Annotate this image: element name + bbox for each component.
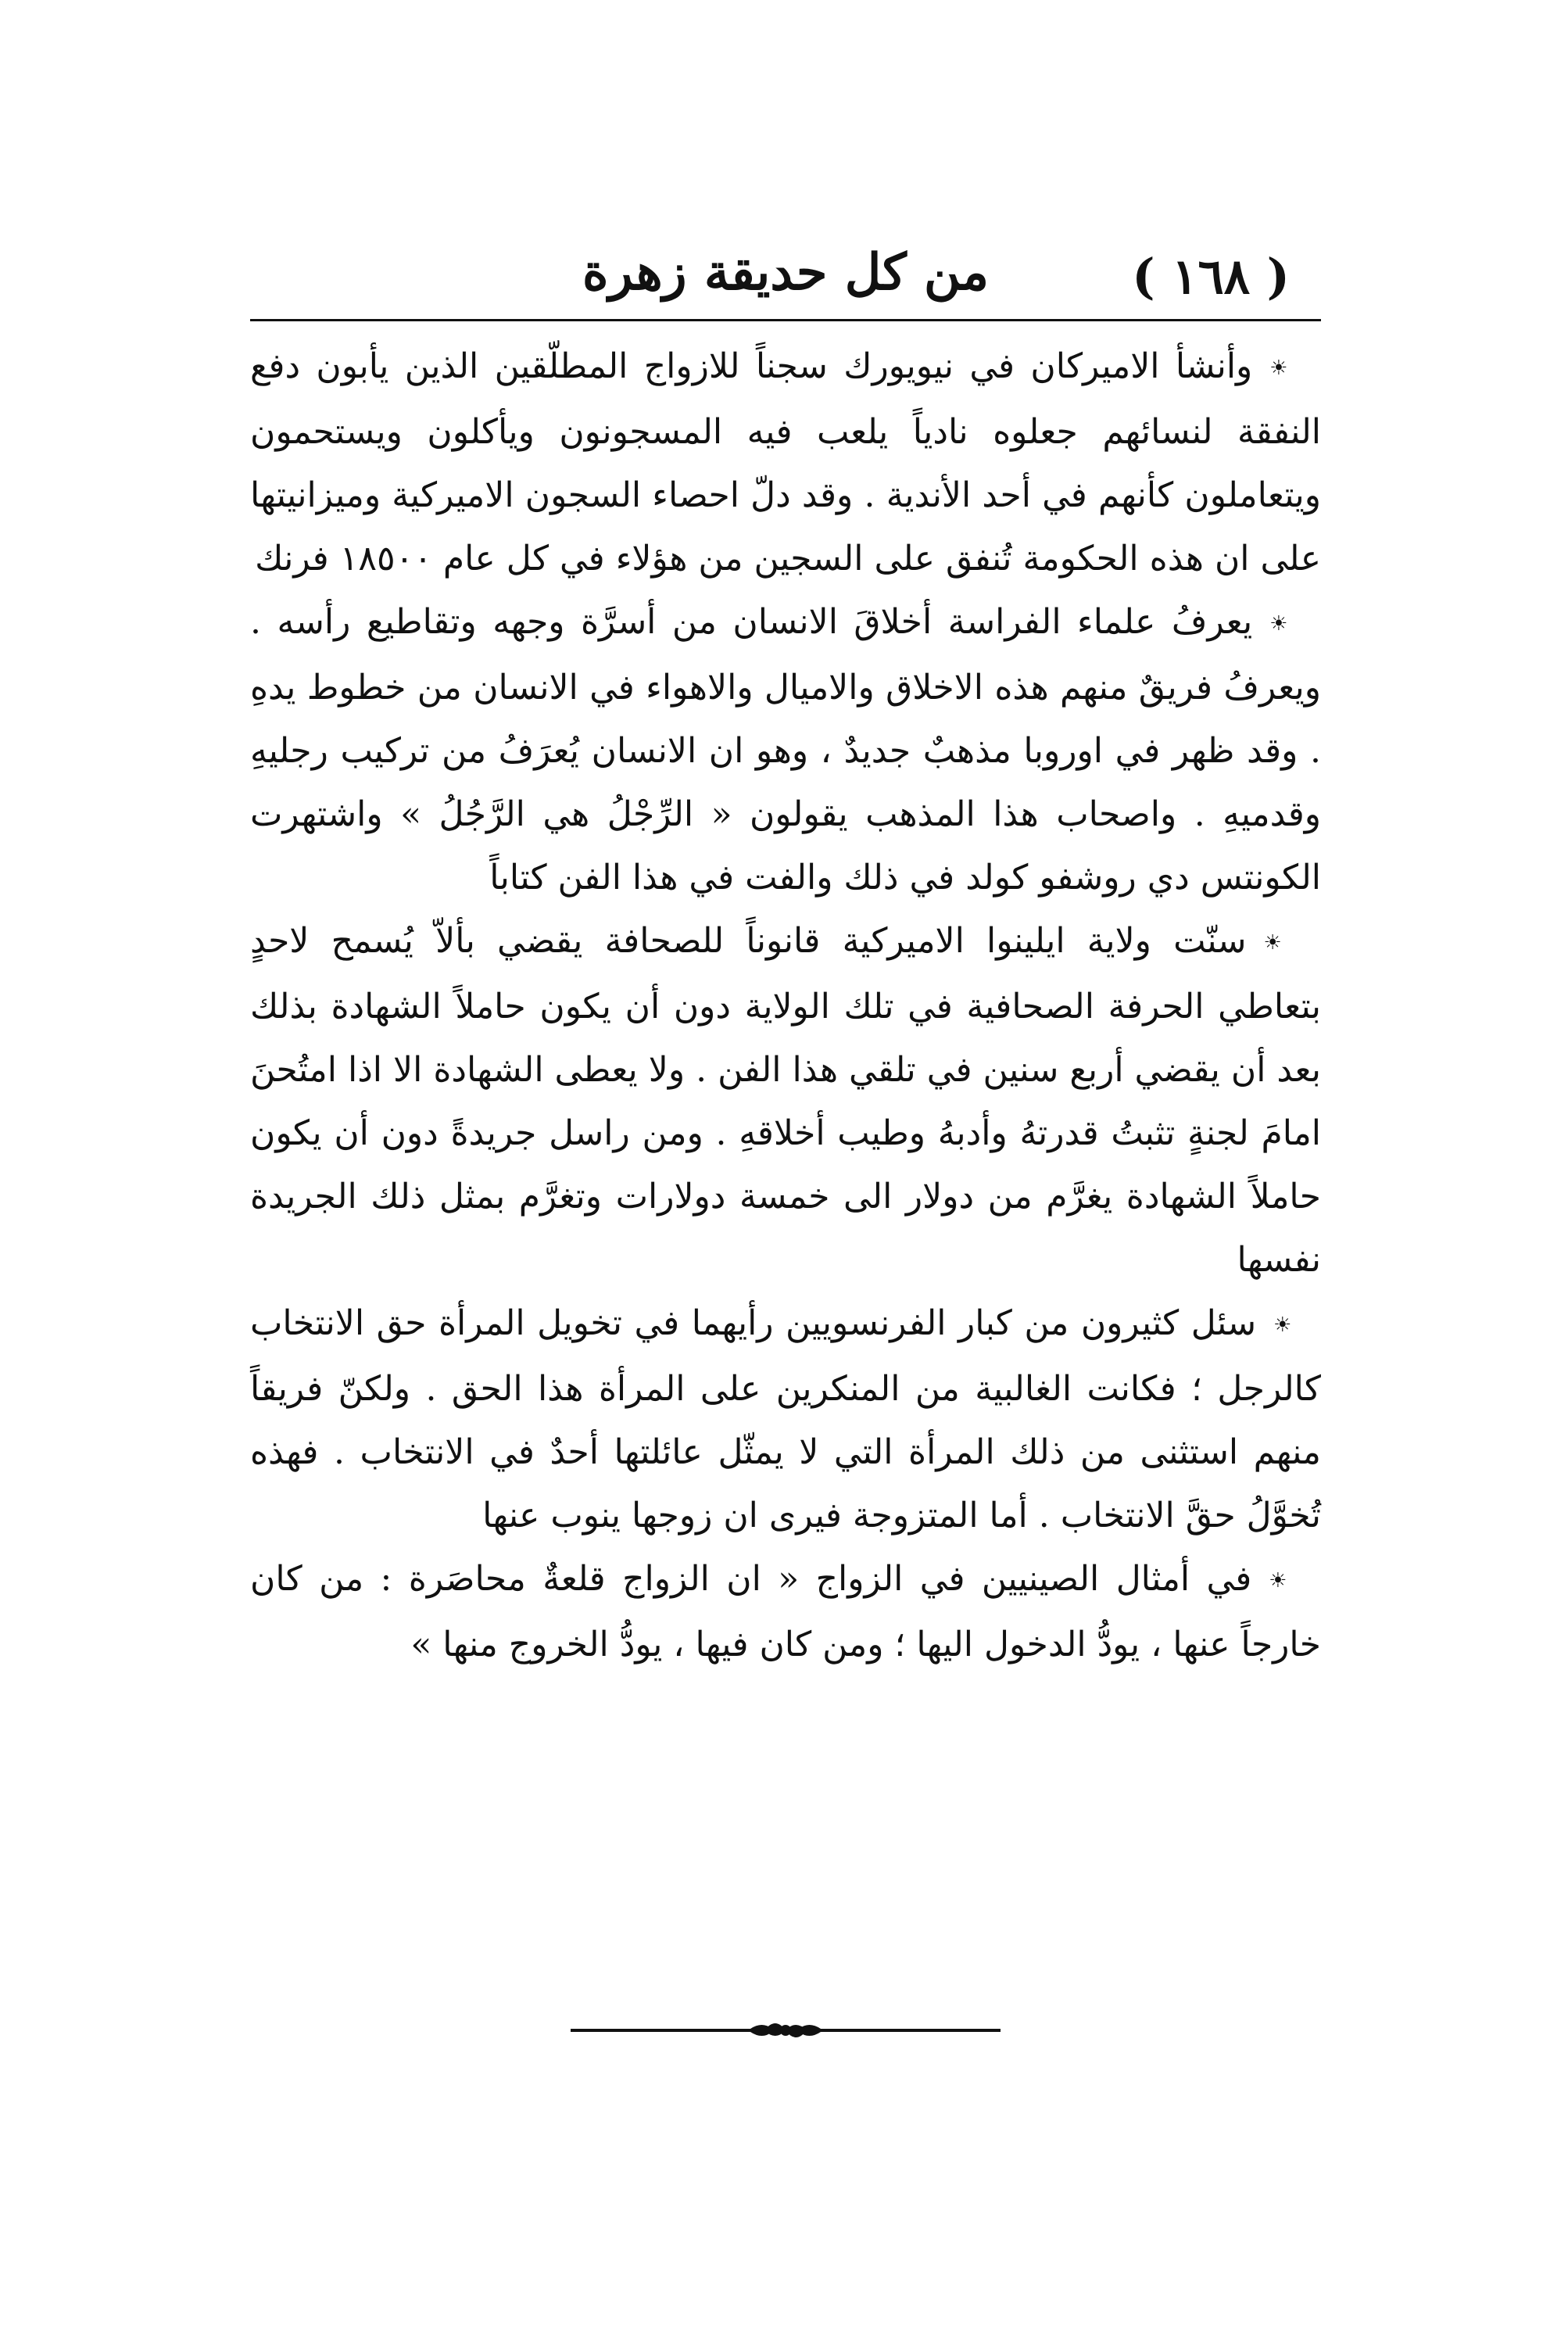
page-header xyxy=(250,231,1321,317)
header-rule xyxy=(250,319,1321,321)
paragraph-prison xyxy=(250,335,1321,590)
paragraph-text: سئل كثيرون من كبار الفرنسويين رأيهما في تخويل المرأة حق الانتخاب كالرجل ؛ فكانت الغالبية من المنكرين على المرأة هذا الحق . ولكنّ فريقاً منهم استثنى من ذلك المرأة التي لا يمثّل عائلتها أحدٌ في الانتخاب . فهذه تُخوَّلُ حقَّ الانتخاب . أما المتزوجة فيرى ان زوجها ينوب عنها xyxy=(250,1303,1321,1535)
paragraph-journalism-law xyxy=(250,909,1321,1292)
paragraph-marker: ☀ xyxy=(1269,357,1293,380)
paragraph-text: في أمثال الصينيين في الزواج « ان الزواج قلعةٌ محاصَرة : من كان خارجاً عنها ، يودُّ الدخول اليها ؛ ومن كان فيها ، يودُّ الخروج منها » xyxy=(250,1559,1321,1664)
paragraph-marker: ☀ xyxy=(1263,931,1293,955)
paragraph-physiognomy xyxy=(250,590,1321,909)
page-number: ( ١٦٨ ) xyxy=(1132,248,1290,305)
paragraph-marker: ☀ xyxy=(1269,612,1293,636)
book-page xyxy=(250,0,1321,2329)
paragraph-marker: ☀ xyxy=(1273,1313,1293,1337)
running-title: من كل حديقة زهرة xyxy=(582,243,989,302)
paragraph-chinese-proverb xyxy=(250,1547,1321,1676)
paragraph-womens-vote xyxy=(250,1292,1321,1547)
end-ornament xyxy=(571,2013,1001,2049)
paragraph-text: وأنشأ الاميركان في نيويورك سجناً للازواج المطلّقين الذين يأبون دفع النفقة لنسائهم جعلوه نادياً يلعب فيه المسجونون ويأكلون ويستحمون ويتعاملون كأنهم في أحد الأندية . وقد دلّ احصاء السجون الاميركية وميزانيتها على ان هذه الحكومة تُنفق على السجين من هؤلاء في كل عام ١٨٥٠٠ فرنك xyxy=(250,346,1321,579)
paragraph-text: يعرفُ علماء الفراسة أخلاقَ الانسان من أسرَّة وجهه وتقاطيع رأسه . ويعرفُ فريقٌ منهم هذه الاخلاق والاميال والاهواء في الانسان من خطوط يدهِ . وقد ظهر في اوروبا مذهبٌ جديدٌ ، وهو ان الانسان يُعرَفُ من تركيب رجليهِ وقدميهِ . واصحاب هذا المذهب يقولون « الرِّجْلُ هي الرَّجُلُ » واشتهرت الكونتس دي روشفو كولد في ذلك والفت في هذا الفن كتاباً xyxy=(250,602,1322,898)
paragraph-marker: ☀ xyxy=(1269,1569,1293,1593)
body-text xyxy=(250,335,1321,1676)
paragraph-text: سنّت ولاية ايلينوا الاميركية قانوناً للصحافة يقضي بألاّ يُسمح لاحدٍ بتعاطي الحرفة الصحافية في تلك الولاية دون أن يكون حاملاً الشهادة بذلك بعد أن يقضي أربع سنين في تلقي هذا الفن . ولا يعطى الشهادة الا اذا امتُحنَ امامَ لجنةٍ تثبتُ قدرتهُ وأدبهُ وطيب أخلاقهِ . ومن راسل جريدةً دون أن يكون حاملاً الشهادة يغرَّم من دولار الى خمسة دولارات وتغرَّم بمثل ذلك الجريدة نفسها xyxy=(250,921,1321,1280)
